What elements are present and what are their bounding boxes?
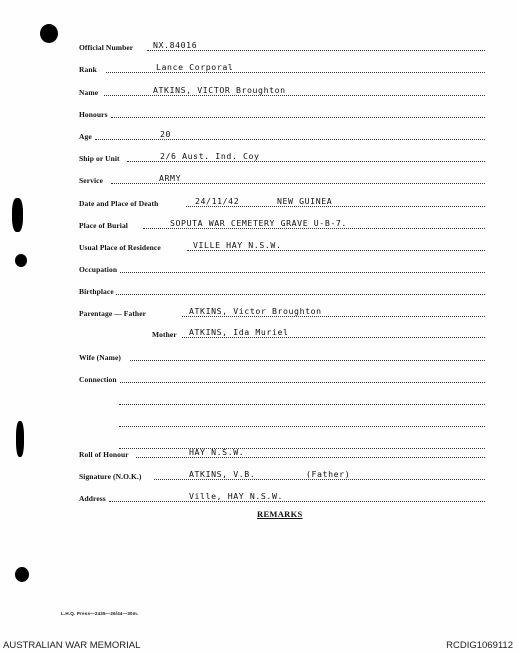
father-row	[0, 304, 519, 320]
age-row	[0, 127, 519, 143]
roll-of-honour-value: HAY N.S.W.	[189, 447, 245, 457]
punch-hole	[15, 567, 29, 582]
name-value: ATKINS, VICTOR Broughton	[153, 85, 286, 95]
signature-row	[0, 467, 519, 483]
rank-label: Rank	[79, 65, 97, 74]
mother-value: ATKINS, Ida Muriel	[189, 327, 289, 337]
dotted-line	[154, 479, 485, 480]
rank-row	[0, 60, 519, 76]
age-value: 20	[160, 129, 172, 139]
dotted-line	[109, 501, 485, 502]
death-date-value: 24/11/42	[195, 196, 240, 206]
birthplace-row	[0, 282, 519, 298]
dotted-line	[119, 426, 485, 427]
connection-extra-line	[0, 414, 519, 430]
death-row	[0, 194, 519, 210]
address-label: Address	[79, 494, 106, 503]
honours-row	[0, 105, 519, 121]
name-row	[0, 83, 519, 99]
address-value: Ville, HAY N.S.W.	[189, 491, 283, 501]
dotted-line	[147, 50, 485, 51]
dotted-line	[106, 72, 485, 73]
honours-label: Honours	[79, 110, 108, 119]
dotted-line	[130, 360, 485, 361]
dotted-line	[143, 228, 485, 229]
occupation-label: Occupation	[79, 265, 118, 274]
dotted-line	[104, 95, 485, 96]
occupation-row	[0, 260, 519, 276]
official-number-label: Official Number	[79, 43, 134, 52]
remarks-heading: REMARKS	[257, 509, 303, 519]
dotted-line	[120, 382, 485, 383]
burial-label: Place of Burial	[79, 221, 128, 230]
dotted-line	[95, 139, 485, 140]
residence-label: Usual Place of Residence	[79, 243, 161, 252]
signature-label: Signature (N.O.K.)	[79, 472, 142, 481]
ship-or-unit-label: Ship or Unit	[79, 154, 120, 163]
father-value: ATKINS, Victor Broughton	[189, 306, 322, 316]
roll-of-honour-row	[0, 445, 519, 461]
age-label: Age	[79, 132, 92, 141]
death-label: Date and Place of Death	[79, 199, 159, 208]
connection-label: Connection	[79, 375, 117, 384]
dotted-line	[136, 457, 485, 458]
address-row	[0, 489, 519, 505]
residence-row	[0, 238, 519, 254]
printer-note: L.H.Q. Press—2435—26/44—30m.	[61, 611, 139, 616]
connection-row	[0, 370, 519, 386]
death-place-value: NEW GUINEA	[277, 196, 333, 206]
mother-row	[0, 325, 519, 341]
signature-value: ATKINS, V.B.	[189, 469, 256, 479]
wife-label: Wife (Name)	[79, 353, 121, 362]
wife-row	[0, 348, 519, 364]
father-label: Parentage — Father	[79, 309, 147, 318]
signature-relation: (Father)	[306, 469, 351, 479]
rank-value: Lance Corporal	[156, 62, 234, 72]
name-label: Name	[79, 88, 99, 97]
service-row	[0, 171, 519, 187]
burial-row	[0, 216, 519, 232]
connection-extra-line	[0, 392, 519, 408]
dotted-line	[186, 206, 485, 207]
archive-credit: AUSTRALIAN WAR MEMORIAL	[3, 640, 141, 651]
dotted-line	[111, 117, 485, 118]
official-number-row	[0, 38, 519, 54]
burial-value: SOPUTA WAR CEMETERY GRAVE U-B-7.	[170, 218, 347, 228]
dotted-line	[111, 183, 485, 184]
dotted-line	[116, 294, 485, 295]
dotted-line	[119, 404, 485, 405]
residence-value: VILLE HAY N.S.W.	[193, 240, 282, 250]
birthplace-label: Birthplace	[79, 287, 114, 296]
ship-or-unit-row	[0, 149, 519, 165]
official-number-value: NX.84016	[153, 40, 198, 50]
service-value: ARMY	[159, 173, 182, 183]
dotted-line	[127, 161, 485, 162]
service-label: Service	[79, 176, 104, 185]
dotted-line	[187, 250, 485, 251]
dotted-line	[182, 316, 485, 317]
roll-of-honour-label: Roll of Honour	[79, 450, 129, 459]
archive-reference: RCDIG1069112	[446, 640, 513, 651]
dotted-line	[182, 337, 485, 338]
dotted-line	[120, 272, 485, 273]
ship-or-unit-value: 2/6 Aust. Ind. Coy	[160, 151, 260, 161]
mother-label: Mother	[152, 330, 177, 339]
